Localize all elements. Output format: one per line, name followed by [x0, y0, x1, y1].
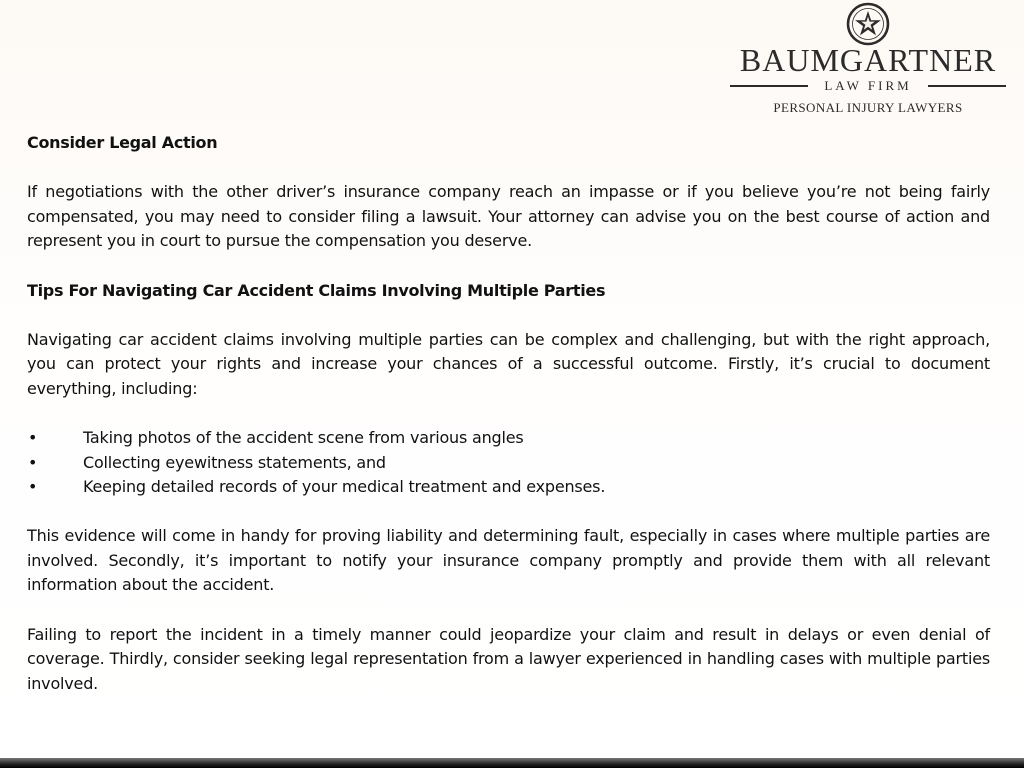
- article-content: [27, 131, 990, 696]
- logo-tagline: PERSONAL INJURY LAWYERS: [773, 100, 963, 115]
- logo-sub-row: [730, 77, 1006, 95]
- spacer: [27, 155, 990, 180]
- spacer: [27, 254, 990, 279]
- list-item: [27, 475, 990, 499]
- list-item-text: Taking photos of the accident scene from various angles: [83, 428, 524, 448]
- logo-brand-name: BAUMGARTNER: [739, 42, 997, 78]
- spacer: [27, 401, 990, 426]
- paragraph-failing-to-report: Failing to report the incident in a timely manner could jeopardize your claim and result in delays or even denial of coverage. Thirdly, consider seeking legal representation from a lawyer experienced in handling cases with multiple parties involved.: [27, 624, 990, 693]
- list-item-text: Collecting eyewitness statements, and: [83, 452, 386, 472]
- heading-tips-multiple-parties: Tips For Navigating Car Accident Claims Involving Multiple Parties: [27, 280, 606, 300]
- spacer: [27, 598, 990, 623]
- paragraph-evidence: This evidence will come in handy for proving liability and determining fault, especially in cases where multiple parties are involved. Secondly, it’s important to notify your insurance company promptly and provide them with all relevant information about the accident.: [27, 526, 990, 595]
- logo-subtitle: LAW FIRM: [824, 78, 912, 93]
- bottom-bar: [0, 758, 1024, 768]
- heading-consider-legal-action: Consider Legal Action: [27, 133, 218, 152]
- logo-rule-left: [730, 85, 808, 87]
- logo-rule-right: [928, 85, 1006, 87]
- spacer: [27, 303, 990, 328]
- star-emblem-icon: [845, 1, 891, 47]
- paragraph-navigating-claims: Navigating car accident claims involving multiple parties can be complex and challenging, but with the right approach, you can protect your rights and increase your chances of a successful outcome. Firstly, it’s crucial to document everything, including:: [27, 330, 990, 398]
- list-item: [27, 451, 990, 475]
- bullet-marker: •: [28, 428, 38, 448]
- bullet-marker: •: [28, 452, 38, 472]
- documentation-list: [27, 426, 990, 499]
- paragraph-legal-action: If negotiations with the other driver’s insurance company reach an impasse or if you believe you’re not being fairly compensated, you may need to consider filing a lawsuit. Your attorney can advise you on the best course of action and represent you in court to pursue the compensation you deserve.: [27, 182, 990, 251]
- bullet-marker: •: [28, 477, 38, 497]
- list-item: [27, 426, 990, 450]
- list-item-text: Keeping detailed records of your medical treatment and expenses.: [83, 477, 606, 497]
- firm-logo[interactable]: [724, 0, 1012, 120]
- spacer: [27, 499, 990, 524]
